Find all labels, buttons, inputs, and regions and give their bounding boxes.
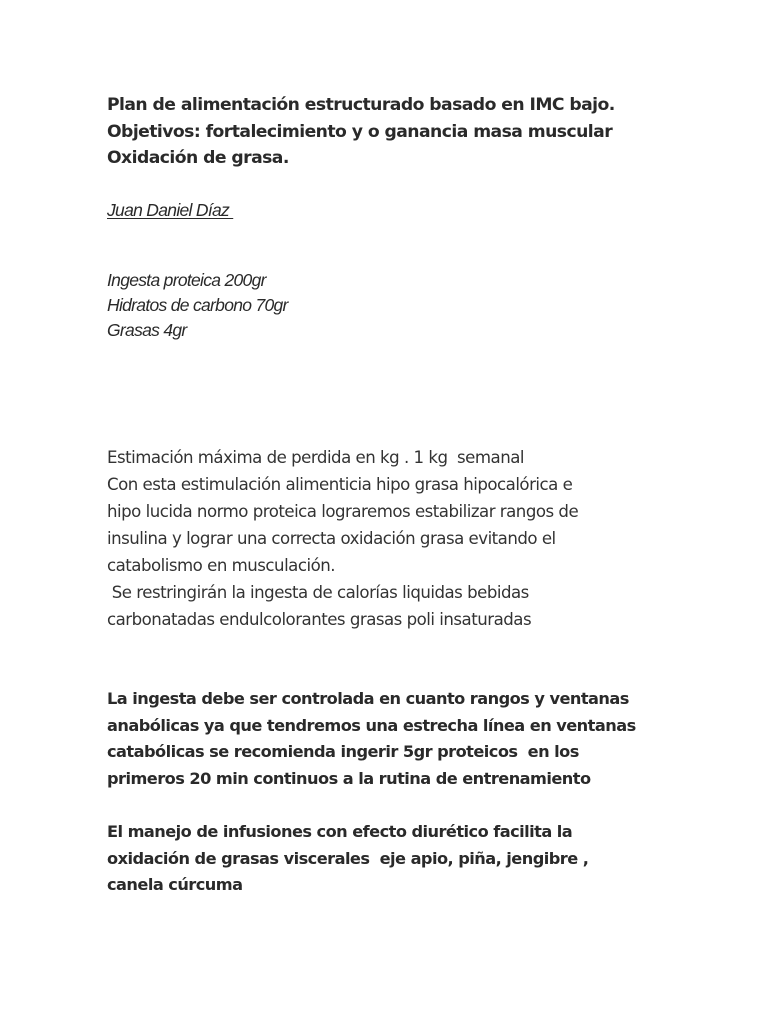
paragraph-line: carbonatadas endulcolorantes grasas poli insaturadas [107, 610, 532, 629]
author-name [107, 198, 727, 222]
paragraph-line: Con esta estimulación alimenticia hipo grasa hipocalórica e [107, 475, 573, 494]
objectives-line: Oxidación de grasa. [107, 148, 289, 168]
note-line: El manejo de infusiones con efecto diurético facilita la [107, 822, 573, 841]
title-line: Plan de alimentación estructurado basado en IMC bajo. [107, 95, 615, 115]
document-title [107, 92, 727, 172]
note-line: La ingesta debe ser controlada en cuanto rangos y ventanas [107, 689, 629, 708]
protein-timing-note [107, 686, 727, 792]
paragraph-line: catabolismo en musculación. [107, 556, 336, 575]
infusions-note [107, 819, 727, 899]
paragraph-line: hipo lucida normo proteica lograremos estabilizar rangos de [107, 502, 579, 521]
objectives-line: Objetivos: fortalecimiento y o ganancia masa muscular [107, 121, 613, 142]
author-line: Juan Daniel Díaz [107, 200, 234, 220]
macro-fats: Grasas 4gr [107, 320, 187, 340]
macros-list [107, 268, 727, 343]
description-paragraph [107, 444, 727, 633]
note-line: oxidación de grasas viscerales eje apio, piña, jengibre , [107, 848, 589, 868]
paragraph-line: Se restringirán la ingesta de calorías liquidas bebidas [107, 583, 529, 602]
paragraph-line: insulina y lograr una correcta oxidación grasa evitando el [107, 529, 556, 548]
note-line: canela cúrcuma [107, 875, 243, 895]
macro-carbs: Hidratos de carbono 70gr [107, 295, 288, 315]
note-line: primeros 20 min continuos a la rutina de entrenamiento [107, 768, 591, 788]
paragraph-line: Estimación máxima de perdida en kg . 1 kg semanal [107, 448, 525, 467]
note-line: catabólicas se recomienda ingerir 5gr proteicos en los [107, 742, 579, 762]
macro-protein: Ingesta proteica 200gr [107, 270, 266, 290]
note-line: anabólicas ya que tendremos una estrecha línea en ventanas [107, 715, 636, 735]
